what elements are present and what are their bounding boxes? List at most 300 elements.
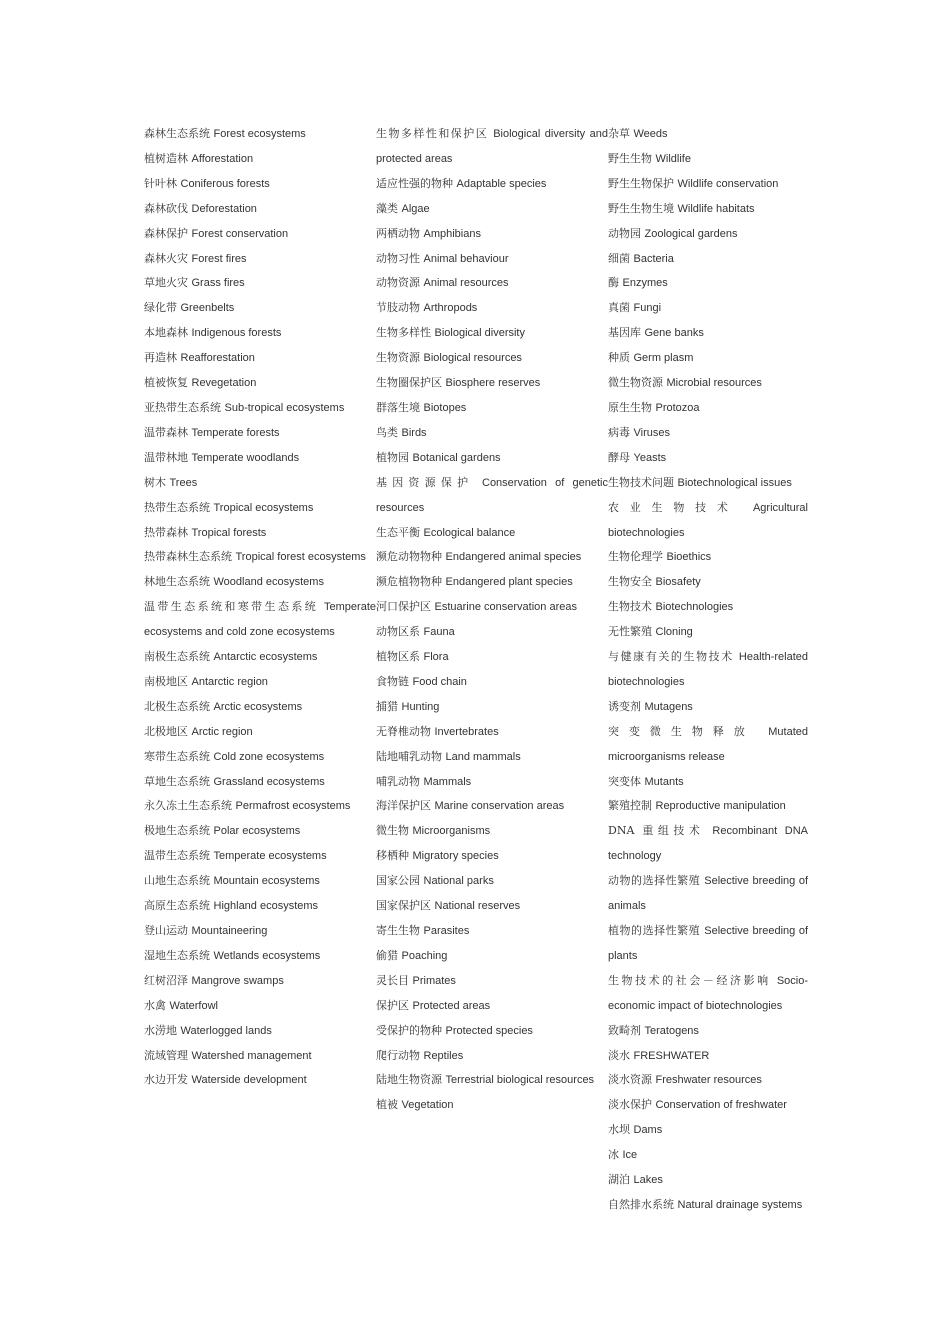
glossary-entry [376, 321, 608, 346]
entry-english-term: Poaching [401, 949, 448, 962]
glossary-entry [376, 844, 608, 869]
entry-chinese-term: 原生生物 [608, 400, 652, 414]
glossary-entry [376, 620, 608, 645]
entry-chinese-term: 极地生态系统 [144, 824, 210, 838]
glossary-entry [608, 1044, 808, 1069]
entry-chinese-term: 淡水保护 [608, 1098, 652, 1112]
entry-english-term: Antarctic region [191, 675, 268, 688]
entry-chinese-term: 热带生态系统 [144, 500, 210, 514]
entry-english-term: Biotechnologies [655, 601, 734, 614]
entry-english-term: Waterfowl [169, 999, 218, 1012]
glossary-entry [608, 446, 808, 471]
entry-chinese-term: 保护区 [376, 998, 409, 1012]
entry-english-term: Cloning [655, 626, 693, 639]
entry-chinese-term: 生物多样性 [376, 326, 431, 340]
glossary-entry [144, 496, 376, 521]
glossary-entry [608, 421, 808, 446]
entry-chinese-term: 湖泊 [608, 1173, 630, 1187]
glossary-entry [376, 1068, 608, 1093]
glossary-entry [144, 894, 376, 919]
entry-english-term: Greenbelts [180, 302, 235, 315]
entry-chinese-term: 动物园 [608, 226, 641, 240]
entry-chinese-term: 微生物 [376, 824, 409, 838]
entry-chinese-term: 水禽 [144, 998, 166, 1012]
entry-english-term: Wildlife conservation [677, 177, 779, 190]
entry-english-term: Mutants [644, 775, 684, 788]
entry-english-term: Estuarine conservation areas [434, 601, 577, 614]
glossary-entry [144, 770, 376, 795]
entry-english-term: Freshwater resources [655, 1074, 762, 1087]
entry-chinese-term: 水边开发 [144, 1073, 188, 1087]
entry-chinese-term: 北极地区 [144, 724, 188, 738]
glossary-entry [376, 471, 608, 521]
glossary-entry [608, 869, 808, 919]
glossary-entry [376, 720, 608, 745]
entry-english-term: Wildlife habitats [677, 202, 755, 215]
glossary-entry [144, 521, 376, 546]
entry-english-term: Natural drainage systems [677, 1198, 803, 1211]
entry-chinese-term: 细菌 [608, 251, 630, 265]
glossary-entry [376, 521, 608, 546]
glossary-entry [608, 1193, 808, 1218]
entry-english-term: Mutated microorganisms release [608, 725, 808, 763]
entry-english-term: Grassland ecosystems [213, 775, 325, 788]
entry-english-term: Tropical ecosystems [213, 501, 314, 514]
entry-english-term: Reptiles [423, 1049, 464, 1062]
glossary-entry [608, 1118, 808, 1143]
entry-english-term: Enzymes [622, 277, 668, 290]
glossary-entry [144, 595, 376, 645]
entry-english-term: National parks [423, 875, 494, 888]
entry-chinese-term: 野生生物保护 [608, 176, 674, 190]
entry-english-term: Socio-economic impact of biotechnologies [608, 974, 808, 1012]
glossary-entry [144, 471, 376, 496]
entry-chinese-term: 两栖动物 [376, 226, 420, 240]
entry-chinese-term: 湿地生态系统 [144, 948, 210, 962]
glossary-entry [608, 919, 808, 969]
glossary-entry [608, 1143, 808, 1168]
glossary-entry [608, 197, 808, 222]
entry-chinese-term: 突变体 [608, 774, 641, 788]
entry-chinese-term: 淡水 [608, 1048, 630, 1062]
glossary-entry [144, 421, 376, 446]
entry-chinese-term: 再造林 [144, 351, 177, 365]
entry-english-term: Adaptable species [456, 177, 547, 190]
entry-chinese-term: 树木 [144, 475, 166, 489]
entry-english-term: Waterlogged lands [180, 1024, 272, 1037]
entry-chinese-term: 适应性强的物种 [376, 176, 453, 190]
entry-english-term: Reproductive manipulation [655, 800, 786, 813]
entry-chinese-term: 突变微生物释放 [608, 724, 755, 738]
glossary-entry [376, 197, 608, 222]
entry-english-term: Wildlife [655, 152, 691, 165]
glossary-entry [376, 1093, 608, 1118]
entry-chinese-term: 永久冻土生态系统 [144, 799, 232, 813]
glossary-entry [608, 1068, 808, 1093]
entry-english-term: Algae [401, 202, 430, 215]
entry-english-term: Parasites [423, 925, 470, 937]
entry-chinese-term: 诱变剂 [608, 699, 641, 713]
entry-english-term: Endangered animal species [445, 551, 582, 564]
entry-english-term: Mountain ecosystems [213, 875, 320, 888]
glossary-entry [608, 396, 808, 421]
entry-chinese-term: 受保护的物种 [376, 1023, 442, 1037]
entry-chinese-term: 酶 [608, 276, 619, 290]
entry-english-term: Highland ecosystems [213, 900, 319, 913]
entry-english-term: Birds [401, 426, 427, 439]
entry-english-term: Temperate forests [191, 426, 280, 439]
entry-english-term: Tropical forests [191, 526, 267, 539]
glossary-entry [144, 819, 376, 844]
entry-chinese-term: 群落生境 [376, 400, 420, 414]
glossary-entry [376, 296, 608, 321]
entry-chinese-term: 移栖种 [376, 849, 409, 863]
entry-chinese-term: 生物伦理学 [608, 550, 663, 564]
entry-chinese-term: DNA 重组技术 [608, 824, 705, 838]
entry-english-term: Recombinant DNA technology [608, 825, 809, 863]
entry-english-term: Terrestrial biological resources [445, 1074, 595, 1087]
glossary-entry [144, 172, 376, 197]
glossary-entry [608, 296, 808, 321]
entry-english-term: Endangered plant species [445, 576, 573, 589]
glossary-entry [608, 770, 808, 795]
entry-chinese-term: 酵母 [608, 450, 630, 464]
entry-chinese-term: 真菌 [608, 301, 630, 315]
glossary-entry [376, 222, 608, 247]
glossary-entry [376, 247, 608, 272]
entry-english-term: Animal behaviour [423, 252, 509, 265]
entry-chinese-term: 生物多样性和保护区 [376, 127, 489, 140]
entry-english-term: Primates [412, 974, 456, 987]
glossary-entry [144, 570, 376, 595]
entry-english-term: Animal resources [423, 277, 509, 290]
entry-english-term: Weeds [633, 128, 668, 140]
entry-english-term: Land mammals [445, 750, 521, 763]
entry-chinese-term: 农业生物技术 [608, 500, 739, 514]
glossary-entry [144, 371, 376, 396]
entry-english-term: Fungi [633, 302, 662, 315]
entry-english-term: Arctic ecosystems [213, 700, 303, 713]
entry-english-term: Protected areas [412, 999, 491, 1012]
glossary-entry [376, 994, 608, 1019]
glossary-entry [608, 471, 808, 496]
entry-chinese-term: 植被恢复 [144, 376, 188, 390]
entry-english-term: Tropical forest ecosystems [235, 551, 366, 564]
entry-chinese-term: 濒危动物物种 [376, 550, 442, 564]
entry-english-term: Afforestation [191, 152, 254, 165]
entry-chinese-term: 水坝 [608, 1123, 630, 1137]
entry-chinese-term: 森林火灾 [144, 251, 188, 265]
entry-chinese-term: 微生物资源 [608, 376, 663, 390]
entry-english-term: Biosafety [655, 576, 701, 589]
glossary-entry [144, 545, 376, 570]
glossary-entry [144, 695, 376, 720]
entry-english-term: Viruses [633, 426, 670, 439]
glossary-entry [608, 496, 808, 546]
entry-chinese-term: 捕猎 [376, 699, 398, 713]
entry-chinese-term: 寒带生态系统 [144, 749, 210, 763]
entry-english-term: Ice [622, 1149, 638, 1162]
entry-chinese-term: 陆地生物资源 [376, 1073, 442, 1087]
entry-chinese-term: 草地生态系统 [144, 774, 210, 788]
entry-english-term: FRESHWATER [633, 1049, 710, 1062]
glossary-entry [608, 1019, 808, 1044]
glossary-entry [376, 645, 608, 670]
entry-english-term: Biological diversity and protected areas [376, 128, 609, 165]
entry-english-term: Microorganisms [412, 825, 491, 838]
entry-english-term: Microbial resources [666, 377, 762, 390]
glossary-entry [608, 969, 808, 1019]
entry-english-term: Revegetation [191, 377, 257, 390]
glossary-entry [144, 994, 376, 1019]
entry-chinese-term: 林地生态系统 [144, 575, 210, 589]
entry-chinese-term: 温带生态系统 [144, 849, 210, 863]
glossary-entry [376, 794, 608, 819]
entry-chinese-term: 生物安全 [608, 575, 652, 589]
entry-chinese-term: 鸟类 [376, 425, 398, 439]
glossary-entry [376, 421, 608, 446]
entry-chinese-term: 偷猎 [376, 948, 398, 962]
entry-english-term: Forest conservation [191, 227, 289, 240]
glossary-entry [144, 446, 376, 471]
entry-english-term: Lakes [633, 1174, 663, 1187]
entry-chinese-term: 生物技术 [608, 600, 652, 614]
glossary-entry [376, 969, 608, 994]
entry-chinese-term: 寄生生物 [376, 924, 420, 937]
entry-chinese-term: 国家保护区 [376, 899, 431, 913]
entry-english-term: Food chain [412, 675, 467, 688]
glossary-column-2 [376, 122, 608, 1118]
entry-english-term: Biosphere reserves [445, 377, 541, 390]
entry-chinese-term: 无性繁殖 [608, 625, 652, 639]
glossary-entry [376, 172, 608, 197]
entry-english-term: Bioethics [666, 551, 712, 564]
entry-english-term: Conservation of genetic resources [376, 476, 608, 514]
glossary-entry [376, 670, 608, 695]
entry-chinese-term: 本地森林 [144, 326, 188, 340]
glossary-entry [608, 1168, 808, 1193]
entry-english-term: Cold zone ecosystems [213, 750, 325, 763]
glossary-entry [376, 570, 608, 595]
glossary-entry [144, 321, 376, 346]
glossary-entry [608, 720, 808, 770]
entry-english-term: Biological diversity [434, 327, 525, 340]
glossary-entry [144, 745, 376, 770]
entry-chinese-term: 与健康有关的生物技术 [608, 650, 734, 664]
entry-english-term: Protected species [445, 1024, 533, 1037]
entry-english-term: Biotechnological issues [677, 476, 792, 489]
entry-chinese-term: 基因资源保护 [376, 475, 474, 489]
entry-english-term: Mammals [423, 775, 472, 788]
glossary-entry [144, 919, 376, 944]
entry-chinese-term: 动物习性 [376, 251, 420, 265]
glossary-entry [144, 396, 376, 421]
entry-chinese-term: 温带林地 [144, 450, 188, 464]
entry-english-term: Health-related biotechnologies [608, 651, 809, 688]
glossary-entry [144, 1019, 376, 1044]
entry-chinese-term: 节肢动物 [376, 301, 420, 315]
entry-chinese-term: 病毒 [608, 425, 630, 439]
entry-chinese-term: 生物技术问题 [608, 475, 674, 489]
entry-chinese-term: 亚热带生态系统 [144, 400, 221, 414]
glossary-entry [144, 147, 376, 172]
glossary-entry [608, 819, 808, 869]
entry-english-term: Forest fires [191, 252, 247, 265]
entry-english-term: Trees [169, 476, 198, 489]
glossary-entry [608, 172, 808, 197]
entry-chinese-term: 森林砍伐 [144, 201, 188, 215]
entry-chinese-term: 森林生态系统 [144, 127, 210, 140]
glossary-entry [376, 869, 608, 894]
entry-english-term: Polar ecosystems [213, 825, 301, 838]
entry-chinese-term: 热带森林 [144, 525, 188, 539]
glossary-entry [376, 1019, 608, 1044]
entry-english-term: Waterside development [191, 1074, 307, 1087]
glossary-entry [144, 794, 376, 819]
entry-chinese-term: 热带森林生态系统 [144, 550, 232, 564]
entry-chinese-term: 动物的选择性繁殖 [608, 874, 701, 888]
glossary-entry [608, 271, 808, 296]
glossary-column-1 [144, 122, 376, 1093]
entry-chinese-term: 森林保护 [144, 226, 188, 240]
glossary-entry [608, 620, 808, 645]
entry-english-term: Marine conservation areas [434, 800, 565, 813]
glossary-entry [608, 346, 808, 371]
entry-english-term: Agricultural biotechnologies [608, 501, 808, 539]
entry-english-term: Biological resources [423, 352, 522, 365]
entry-english-term: Vegetation [401, 1099, 454, 1112]
glossary-entry [144, 222, 376, 247]
entry-chinese-term: 动物资源 [376, 276, 420, 290]
glossary-entry [144, 1044, 376, 1069]
glossary-entry [144, 869, 376, 894]
entry-chinese-term: 生态平衡 [376, 525, 420, 539]
entry-english-term: Fauna [423, 626, 455, 639]
entry-english-term: Biotopes [423, 401, 467, 414]
glossary-entry [144, 844, 376, 869]
entry-english-term: Selective breeding of plants [608, 925, 809, 962]
entry-chinese-term: 哺乳动物 [376, 774, 420, 788]
entry-english-term: Temperate woodlands [191, 451, 300, 464]
entry-english-term: Deforestation [191, 202, 257, 215]
glossary-entry [144, 645, 376, 670]
glossary-entry [376, 545, 608, 570]
entry-english-term: Botanical gardens [412, 451, 501, 464]
glossary-entry [608, 321, 808, 346]
entry-english-term: Mountaineering [191, 925, 268, 937]
glossary-entry [144, 271, 376, 296]
entry-english-term: Gene banks [644, 327, 704, 340]
glossary-entry [608, 595, 808, 620]
glossary-entry [144, 247, 376, 272]
glossary-entry [144, 346, 376, 371]
entry-chinese-term: 基因库 [608, 326, 641, 340]
glossary-entry [144, 944, 376, 969]
entry-chinese-term: 植物区系 [376, 650, 420, 664]
entry-chinese-term: 生物资源 [376, 351, 420, 365]
glossary-entry [608, 122, 808, 147]
entry-chinese-term: 植树造林 [144, 151, 188, 165]
entry-chinese-term: 灵长目 [376, 973, 409, 987]
entry-chinese-term: 登山运动 [144, 924, 188, 937]
entry-chinese-term: 繁殖控制 [608, 799, 652, 813]
entry-chinese-term: 致畸剂 [608, 1023, 641, 1037]
entry-chinese-term: 藻类 [376, 201, 398, 215]
entry-english-term: Amphibians [423, 227, 481, 240]
entry-english-term: Ecological balance [423, 526, 516, 539]
glossary-entry [608, 247, 808, 272]
glossary-column-3 [608, 122, 808, 1218]
glossary-entry [376, 122, 608, 172]
entry-english-term: Indigenous forests [191, 327, 282, 340]
glossary-entry [376, 271, 608, 296]
entry-chinese-term: 陆地哺乳动物 [376, 749, 442, 763]
glossary-entry [144, 122, 376, 147]
glossary-entry [376, 919, 608, 944]
entry-english-term: Migratory species [412, 850, 499, 863]
entry-english-term: Dams [633, 1124, 663, 1137]
entry-english-term: Wetlands ecosystems [213, 949, 321, 962]
glossary-entry [144, 670, 376, 695]
entry-english-term: Arthropods [423, 302, 478, 315]
glossary-entry [376, 695, 608, 720]
entry-english-term: Grass fires [191, 277, 245, 290]
glossary-entry [144, 1068, 376, 1093]
entry-english-term: Flora [423, 651, 449, 664]
entry-english-term: Woodland ecosystems [213, 576, 324, 589]
entry-chinese-term: 植物的选择性繁殖 [608, 924, 701, 937]
entry-chinese-term: 水涝地 [144, 1023, 177, 1037]
entry-chinese-term: 温带森林 [144, 425, 188, 439]
entry-chinese-term: 爬行动物 [376, 1048, 420, 1062]
entry-chinese-term: 植物园 [376, 450, 409, 464]
glossary-entry [608, 1093, 808, 1118]
glossary-entry [376, 446, 608, 471]
entry-chinese-term: 食物链 [376, 674, 409, 688]
entry-english-term: Bacteria [633, 252, 674, 265]
entry-english-term: National reserves [434, 900, 521, 913]
entry-chinese-term: 温带生态系统和寒带生态系统 [144, 600, 319, 614]
glossary-entry [608, 371, 808, 396]
entry-english-term: Protozoa [655, 401, 700, 414]
entry-chinese-term: 南极生态系统 [144, 650, 210, 664]
entry-english-term: Permafrost ecosystems [235, 800, 351, 813]
entry-english-term: Yeasts [633, 451, 667, 464]
entry-english-term: Mangrove swamps [191, 974, 284, 987]
entry-english-term: Antarctic ecosystems [213, 651, 318, 664]
entry-english-term: Watershed management [191, 1049, 312, 1062]
glossary-entry [376, 894, 608, 919]
entry-english-term: Sub-tropical ecosystems [224, 401, 345, 414]
entry-chinese-term: 海洋保护区 [376, 799, 431, 813]
glossary-entry [376, 944, 608, 969]
entry-english-term: Conservation of freshwater [655, 1099, 787, 1112]
glossary-entry [608, 645, 808, 695]
entry-english-term: Selective breeding of animals [608, 875, 809, 913]
entry-chinese-term: 冰 [608, 1148, 619, 1162]
glossary-entry [608, 570, 808, 595]
entry-chinese-term: 植被 [376, 1098, 398, 1112]
glossary-entry [376, 346, 608, 371]
entry-chinese-term: 自然排水系统 [608, 1197, 674, 1211]
entry-english-term: Temperate ecosystems and cold zone ecosystems [144, 601, 377, 639]
entry-chinese-term: 淡水资源 [608, 1073, 652, 1087]
entry-chinese-term: 针叶林 [144, 176, 177, 190]
entry-english-term: Zoological gardens [644, 227, 738, 240]
entry-chinese-term: 生物技术的社会－经济影响 [608, 973, 771, 987]
glossary-entry [376, 1044, 608, 1069]
entry-english-term: Arctic region [191, 725, 253, 738]
